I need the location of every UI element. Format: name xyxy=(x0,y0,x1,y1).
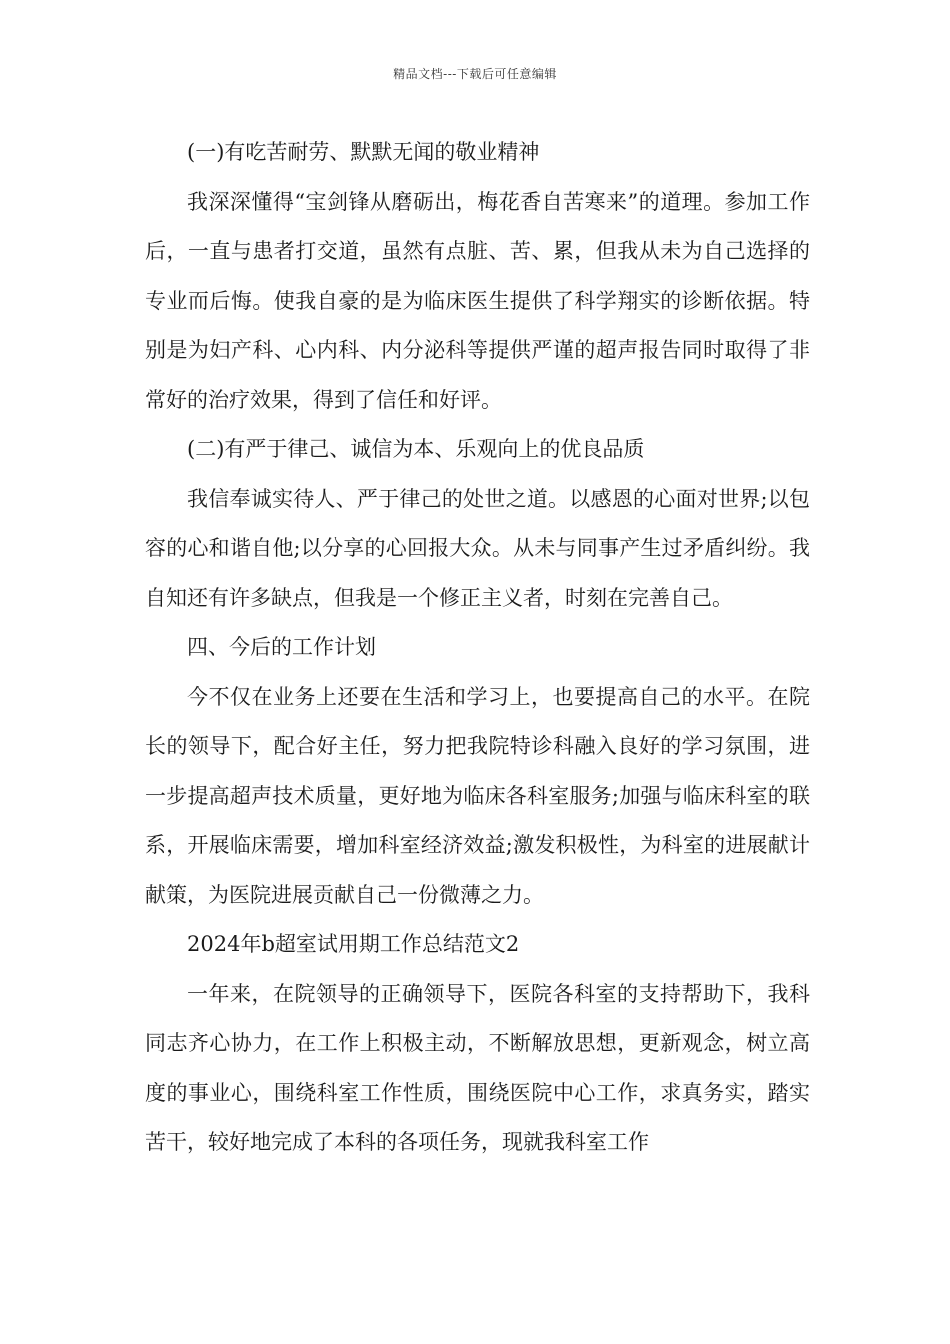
section-heading-4: 四、今后的工作计划 xyxy=(187,635,376,659)
body-paragraph: 我深深懂得“宝剑锋从磨砺出，梅花香自苦寒来”的道理。参加工作后，一直与患者打交道，虽然有点脏、苦、累，但我从未为自己选择的专业而后悔。使我自豪的是为临床医生提供了科学翔实的诊断依据。特别是为妇产科、心内科、内分泌科等提供严谨的超声报告同时取得了非常好的治疗效果，得到了信任和好评。 xyxy=(145,189,810,412)
body-paragraph: 一年来，在院领导的正确领导下，医院各科室的支持帮助下，我科同志齐心协力，在工作上积极主动，不断解放思想，更新观念，树立高度的事业心，围绕科室工作性质，围绕医院中心工作，求真务实，踏实苦干，较好地完成了本科的各项任务，现就我科室工作 xyxy=(145,981,810,1154)
section-heading-2: (二)有严于律己、诚信为本、乐观向上的优良品质 xyxy=(187,437,645,461)
page-header: 精品文档---下载后可任意编辑 xyxy=(393,67,557,81)
document-subtitle: 2024年b超室试用期工作总结范文2 xyxy=(187,932,520,956)
body-paragraph: 我信奉诚实待人、严于律己的处世之道。以感恩的心面对世界;以包容的心和谐自他;以分享的心回报大众。从未与同事产生过矛盾纠纷。我自知还有许多缺点，但我是一个修正主义者，时刻在完善自己。 xyxy=(145,486,810,610)
section-heading-1: (一)有吃苦耐劳、默默无闻的敬业精神 xyxy=(187,140,540,164)
document-body xyxy=(145,128,810,1168)
body-paragraph: 今不仅在业务上还要在生活和学习上，也要提高自己的水平。在院长的领导下，配合好主任，努力把我院特诊科融入良好的学习氛围，进一步提高超声技术质量，更好地为临床各科室服务;加强与临床科室的联系，开展临床需要，增加科室经济效益;激发积极性，为科室的进展献计献策，为医院进展贡献自己一份微薄之力。 xyxy=(145,684,810,907)
